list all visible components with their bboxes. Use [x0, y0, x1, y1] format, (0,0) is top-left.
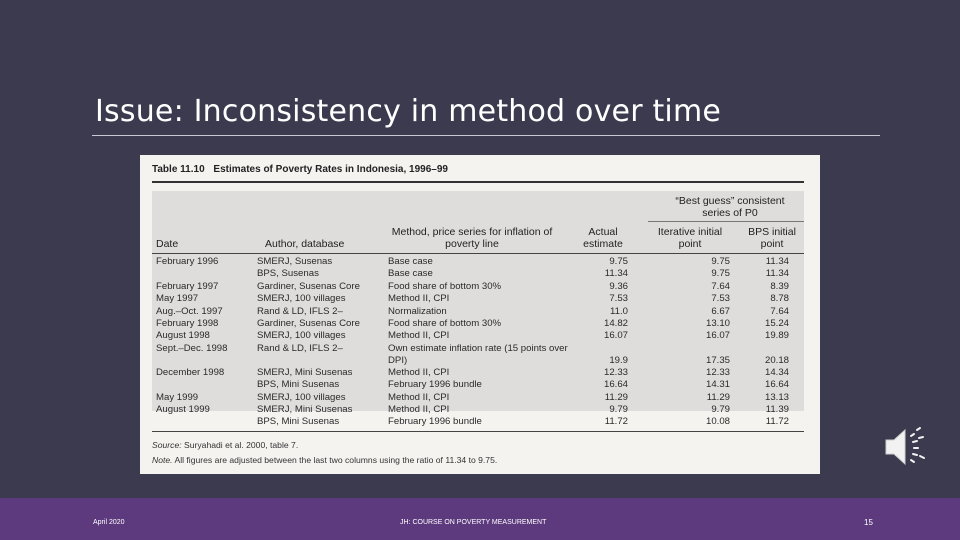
row-author: Rand & LD, IFLS 2–: [257, 305, 343, 317]
row-method: Base case: [388, 256, 433, 267]
row-iterative: 17.35: [705, 354, 730, 366]
row-actual: 19.9: [609, 354, 628, 366]
table-source: [152, 440, 298, 450]
row-date: Sept.–Dec. 1998: [156, 342, 228, 354]
row-author: SMERJ, Susenas: [257, 256, 333, 267]
row-author: Rand & LD, IFLS 2–: [257, 342, 343, 354]
source-text: Suryahadi et al. 2000, table 7.: [184, 440, 299, 450]
row-author: SMERJ, 100 villages: [257, 293, 346, 305]
row-date: February 1997: [156, 280, 219, 292]
row-author: BPS, Mini Susenas: [257, 416, 340, 428]
row-bps: 11.34: [765, 268, 789, 280]
row-bps: 8.78: [770, 293, 789, 305]
row-bps: 20.18: [764, 354, 789, 366]
row-bps: 11.34: [765, 256, 789, 267]
row-bps: 8.39: [770, 280, 789, 292]
row-iterative: 14.31: [705, 379, 730, 391]
row-method: February 1996 bundle: [388, 379, 482, 391]
row-iterative: 7.53: [711, 293, 730, 305]
row-iterative: 10.08: [705, 416, 730, 428]
row-date: February 1996: [156, 256, 219, 267]
row-date: May 1999: [156, 391, 199, 403]
row-iterative: 9.75: [711, 256, 730, 267]
row-author: SMERJ, 100 villages: [257, 391, 346, 403]
page-number: 15: [864, 518, 873, 527]
row-method: Food share of bottom 30%: [388, 318, 502, 329]
footer-course: JH: COURSE ON POVERTY MEASUREMENT: [400, 519, 547, 526]
poverty-table-figure: [140, 155, 820, 474]
col-header-author: Author, database: [265, 238, 345, 250]
row-iterative: 12.33: [705, 366, 730, 378]
row-actual: 7.53: [609, 293, 628, 305]
row-author: SMERJ, Mini Susenas: [257, 366, 353, 378]
title-underline: [92, 135, 880, 136]
row-actual: 12.33: [603, 366, 628, 378]
row-method: February 1996 bundle: [388, 416, 482, 428]
col-header-bps: BPS initial point: [748, 226, 796, 250]
table-caption: [152, 164, 448, 175]
row-actual: 11.72: [604, 416, 628, 428]
table-note: [152, 455, 497, 465]
source-label: Source:: [152, 440, 182, 450]
col-header-date: Date: [156, 238, 179, 250]
col-header-iterative: Iterative initial point: [657, 226, 723, 250]
slide-title: Issue: Inconsistency in method over time: [95, 94, 722, 129]
row-bps: 11.39: [765, 404, 789, 415]
row-actual: 16.64: [603, 379, 628, 391]
row-bps: 16.64: [764, 379, 789, 391]
row-actual: 11.0: [610, 305, 628, 317]
table-bottom-rule: [152, 431, 804, 432]
row-bps: 14.34: [764, 366, 789, 378]
row-bps: 7.64: [770, 305, 789, 317]
group-header: “Best guess” consistent series of P0: [675, 195, 785, 219]
row-date: February 1998: [156, 318, 219, 329]
row-bps: 19.89: [764, 330, 789, 342]
row-iterative: 9.79: [711, 404, 730, 415]
row-author: BPS, Susenas: [257, 268, 319, 280]
row-iterative: 13.10: [705, 318, 730, 329]
table-number: Table 11.10: [152, 164, 205, 175]
row-date: May 1997: [156, 293, 199, 305]
row-author: SMERJ, Mini Susenas: [257, 404, 353, 415]
row-actual: 9.75: [609, 256, 628, 267]
row-actual: 11.29: [604, 391, 628, 403]
row-method: Own estimate inflation rate (15 points over DPI): [388, 342, 568, 366]
row-bps: 11.72: [765, 416, 789, 428]
row-date: August 1999: [156, 404, 210, 415]
speaker-icon[interactable]: [882, 423, 930, 471]
row-author: SMERJ, 100 villages: [257, 330, 346, 342]
footer-date: April 2020: [93, 519, 125, 526]
group-header-rule: [648, 221, 804, 222]
row-method: Method II, CPI: [388, 366, 450, 378]
row-iterative: 7.64: [711, 280, 730, 292]
col-header-method: Method, price series for inflation of poverty line: [391, 226, 553, 250]
row-date: Aug.–Oct. 1997: [156, 305, 223, 317]
row-iterative: 16.07: [705, 330, 730, 342]
row-iterative: 9.75: [711, 268, 730, 280]
table-caption-text: Estimates of Poverty Rates in Indonesia, 1996–99: [213, 164, 448, 175]
row-iterative: 6.67: [711, 305, 730, 317]
row-method: Food share of bottom 30%: [388, 280, 502, 292]
row-actual: 14.82: [603, 318, 628, 329]
row-date: December 1998: [156, 366, 225, 378]
row-bps: 15.24: [764, 318, 789, 329]
row-method: Base case: [388, 268, 433, 280]
table-top-rule: [152, 181, 804, 183]
header-rule: [152, 253, 804, 254]
row-iterative: 11.29: [706, 391, 730, 403]
row-author: Gardiner, Susenas Core: [257, 280, 360, 292]
row-actual: 16.07: [603, 330, 628, 342]
row-bps: 13.13: [764, 391, 789, 403]
row-author: Gardiner, Susenas Core: [257, 318, 360, 329]
row-author: BPS, Mini Susenas: [257, 379, 340, 391]
note-label: Note.: [152, 455, 173, 465]
row-actual: 9.36: [609, 280, 628, 292]
row-method: Method II, CPI: [388, 391, 450, 403]
note-text: All figures are adjusted between the last two columns using the ratio of 11.34 to 9.75.: [174, 455, 498, 465]
row-actual: 9.79: [609, 404, 628, 415]
row-date: August 1998: [156, 330, 210, 342]
row-method: Method II, CPI: [388, 330, 450, 342]
row-method: Normalization: [388, 305, 447, 317]
row-method: Method II, CPI: [388, 404, 450, 415]
row-actual: 11.34: [604, 268, 628, 280]
row-method: Method II, CPI: [388, 293, 450, 305]
col-header-actual: Actual estimate: [583, 226, 623, 250]
